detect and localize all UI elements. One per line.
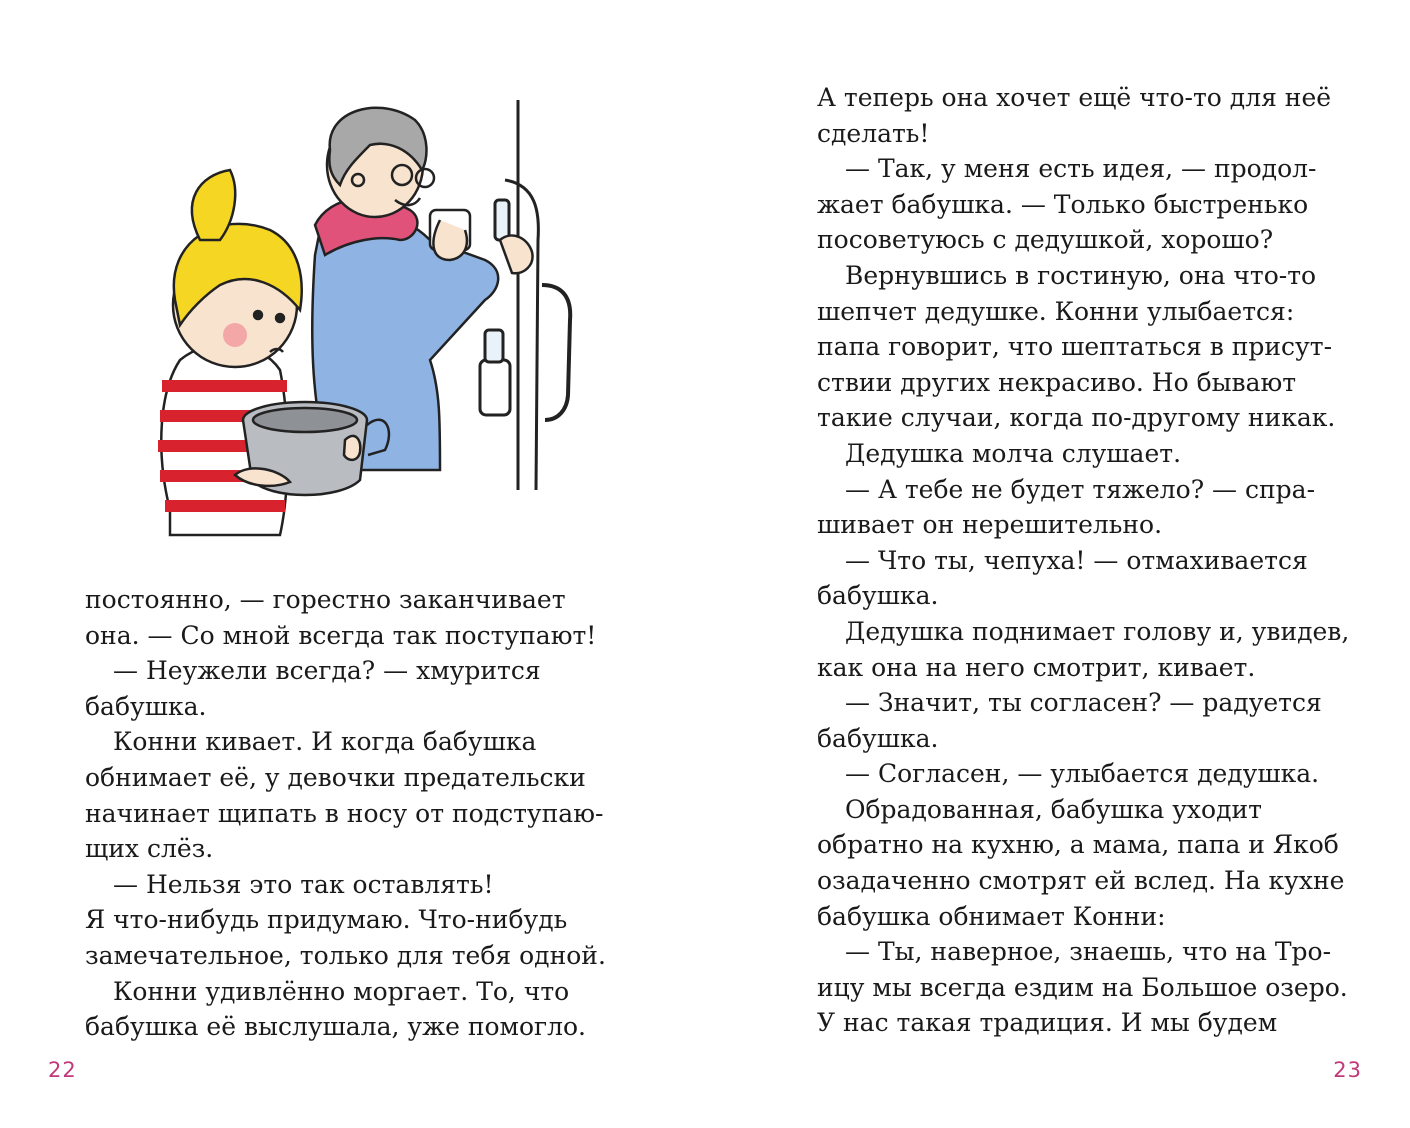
- text-line: обратно на кухню, а мама, папа и Якоб: [817, 830, 1339, 860]
- text-line: ствии других некрасиво. Но бывают: [817, 367, 1297, 397]
- text-line: Дедушка поднимает голову и, увидев,: [845, 616, 1350, 646]
- text-line: — Согласен, — улыбается дедушка.: [845, 759, 1320, 789]
- text-line: Я что-нибудь придумаю. Что-нибудь: [85, 905, 568, 935]
- text-line: бабушка обнимает Конни:: [817, 901, 1166, 931]
- text-line: бабушка.: [817, 723, 939, 753]
- text-line: А теперь она хочет ещё что-то для неё: [817, 83, 1332, 112]
- text-line: У нас такая традиция. И мы будем: [817, 1008, 1278, 1038]
- page-number-left: 22: [48, 1058, 77, 1082]
- text-line: бабушка.: [817, 581, 939, 611]
- text-line: начинает щипать в носу от подступаю-: [85, 798, 604, 828]
- left-page-text: [85, 582, 606, 1045]
- text-line: — Нельзя это так оставлять!: [113, 869, 494, 899]
- text-line: посоветуюсь с дедушкой, хорошо?: [817, 225, 1274, 255]
- text-line: — Значит, ты согласен? — радуется: [845, 688, 1322, 718]
- right-page: [705, 0, 1410, 1128]
- text-line: ицу мы всегда ездим на Большое озеро.: [817, 972, 1348, 1002]
- text-line: такие случаи, когда по-другому никак.: [817, 403, 1336, 433]
- text-line: она. — Со мной всегда так поступают!: [85, 620, 597, 650]
- text-line: Конни удивлённо моргает. То, что: [113, 976, 570, 1006]
- page-number-right: 23: [1333, 1058, 1362, 1082]
- text-line: жает бабушка. — Только быстренько: [817, 189, 1309, 219]
- text-line: бабушка.: [85, 691, 207, 721]
- text-line: как она на него смотрит, кивает.: [817, 652, 1256, 682]
- text-line: папа говорит, что шептаться в присут-: [817, 332, 1333, 362]
- girl-and-grandma-illustration: [140, 90, 580, 540]
- text-line: — Так, у меня есть идея, — продол-: [845, 154, 1317, 184]
- text-line: щих слёз.: [85, 834, 214, 864]
- text-line: Конни кивает. И когда бабушка: [113, 727, 537, 757]
- text-line: Вернувшись в гостиную, она что-то: [845, 260, 1317, 290]
- text-line: — Ты, наверное, знаешь, что на Тро-: [845, 937, 1332, 967]
- text-line: — Неужели всегда? — хмурится: [113, 656, 541, 686]
- text-line: — Что ты, чепуха! — отмахивается: [845, 545, 1308, 575]
- text-line: бабушка её выслушала, уже помогло.: [85, 1012, 587, 1042]
- text-line: озадаченно смотрят ей вслед. На кухне: [817, 866, 1345, 896]
- text-line: шепчет дедушке. Конни улыбается:: [817, 296, 1295, 326]
- text-line: постоянно, — горестно заканчивает: [85, 585, 566, 614]
- text-line: Обрадованная, бабушка уходит: [845, 794, 1262, 824]
- text-line: обнимает её, у девочки предательски: [85, 762, 586, 792]
- text-line: замечательное, только для тебя одной.: [85, 940, 606, 970]
- text-line: шивает он нерешительно.: [817, 510, 1163, 540]
- fridge-door: [480, 100, 570, 490]
- text-line: Дедушка молча слушает.: [845, 438, 1182, 468]
- text-line: — А тебе не будет тяжело? — спра-: [845, 474, 1316, 504]
- text-line: сделать!: [817, 118, 930, 148]
- right-page-text: [817, 80, 1349, 1041]
